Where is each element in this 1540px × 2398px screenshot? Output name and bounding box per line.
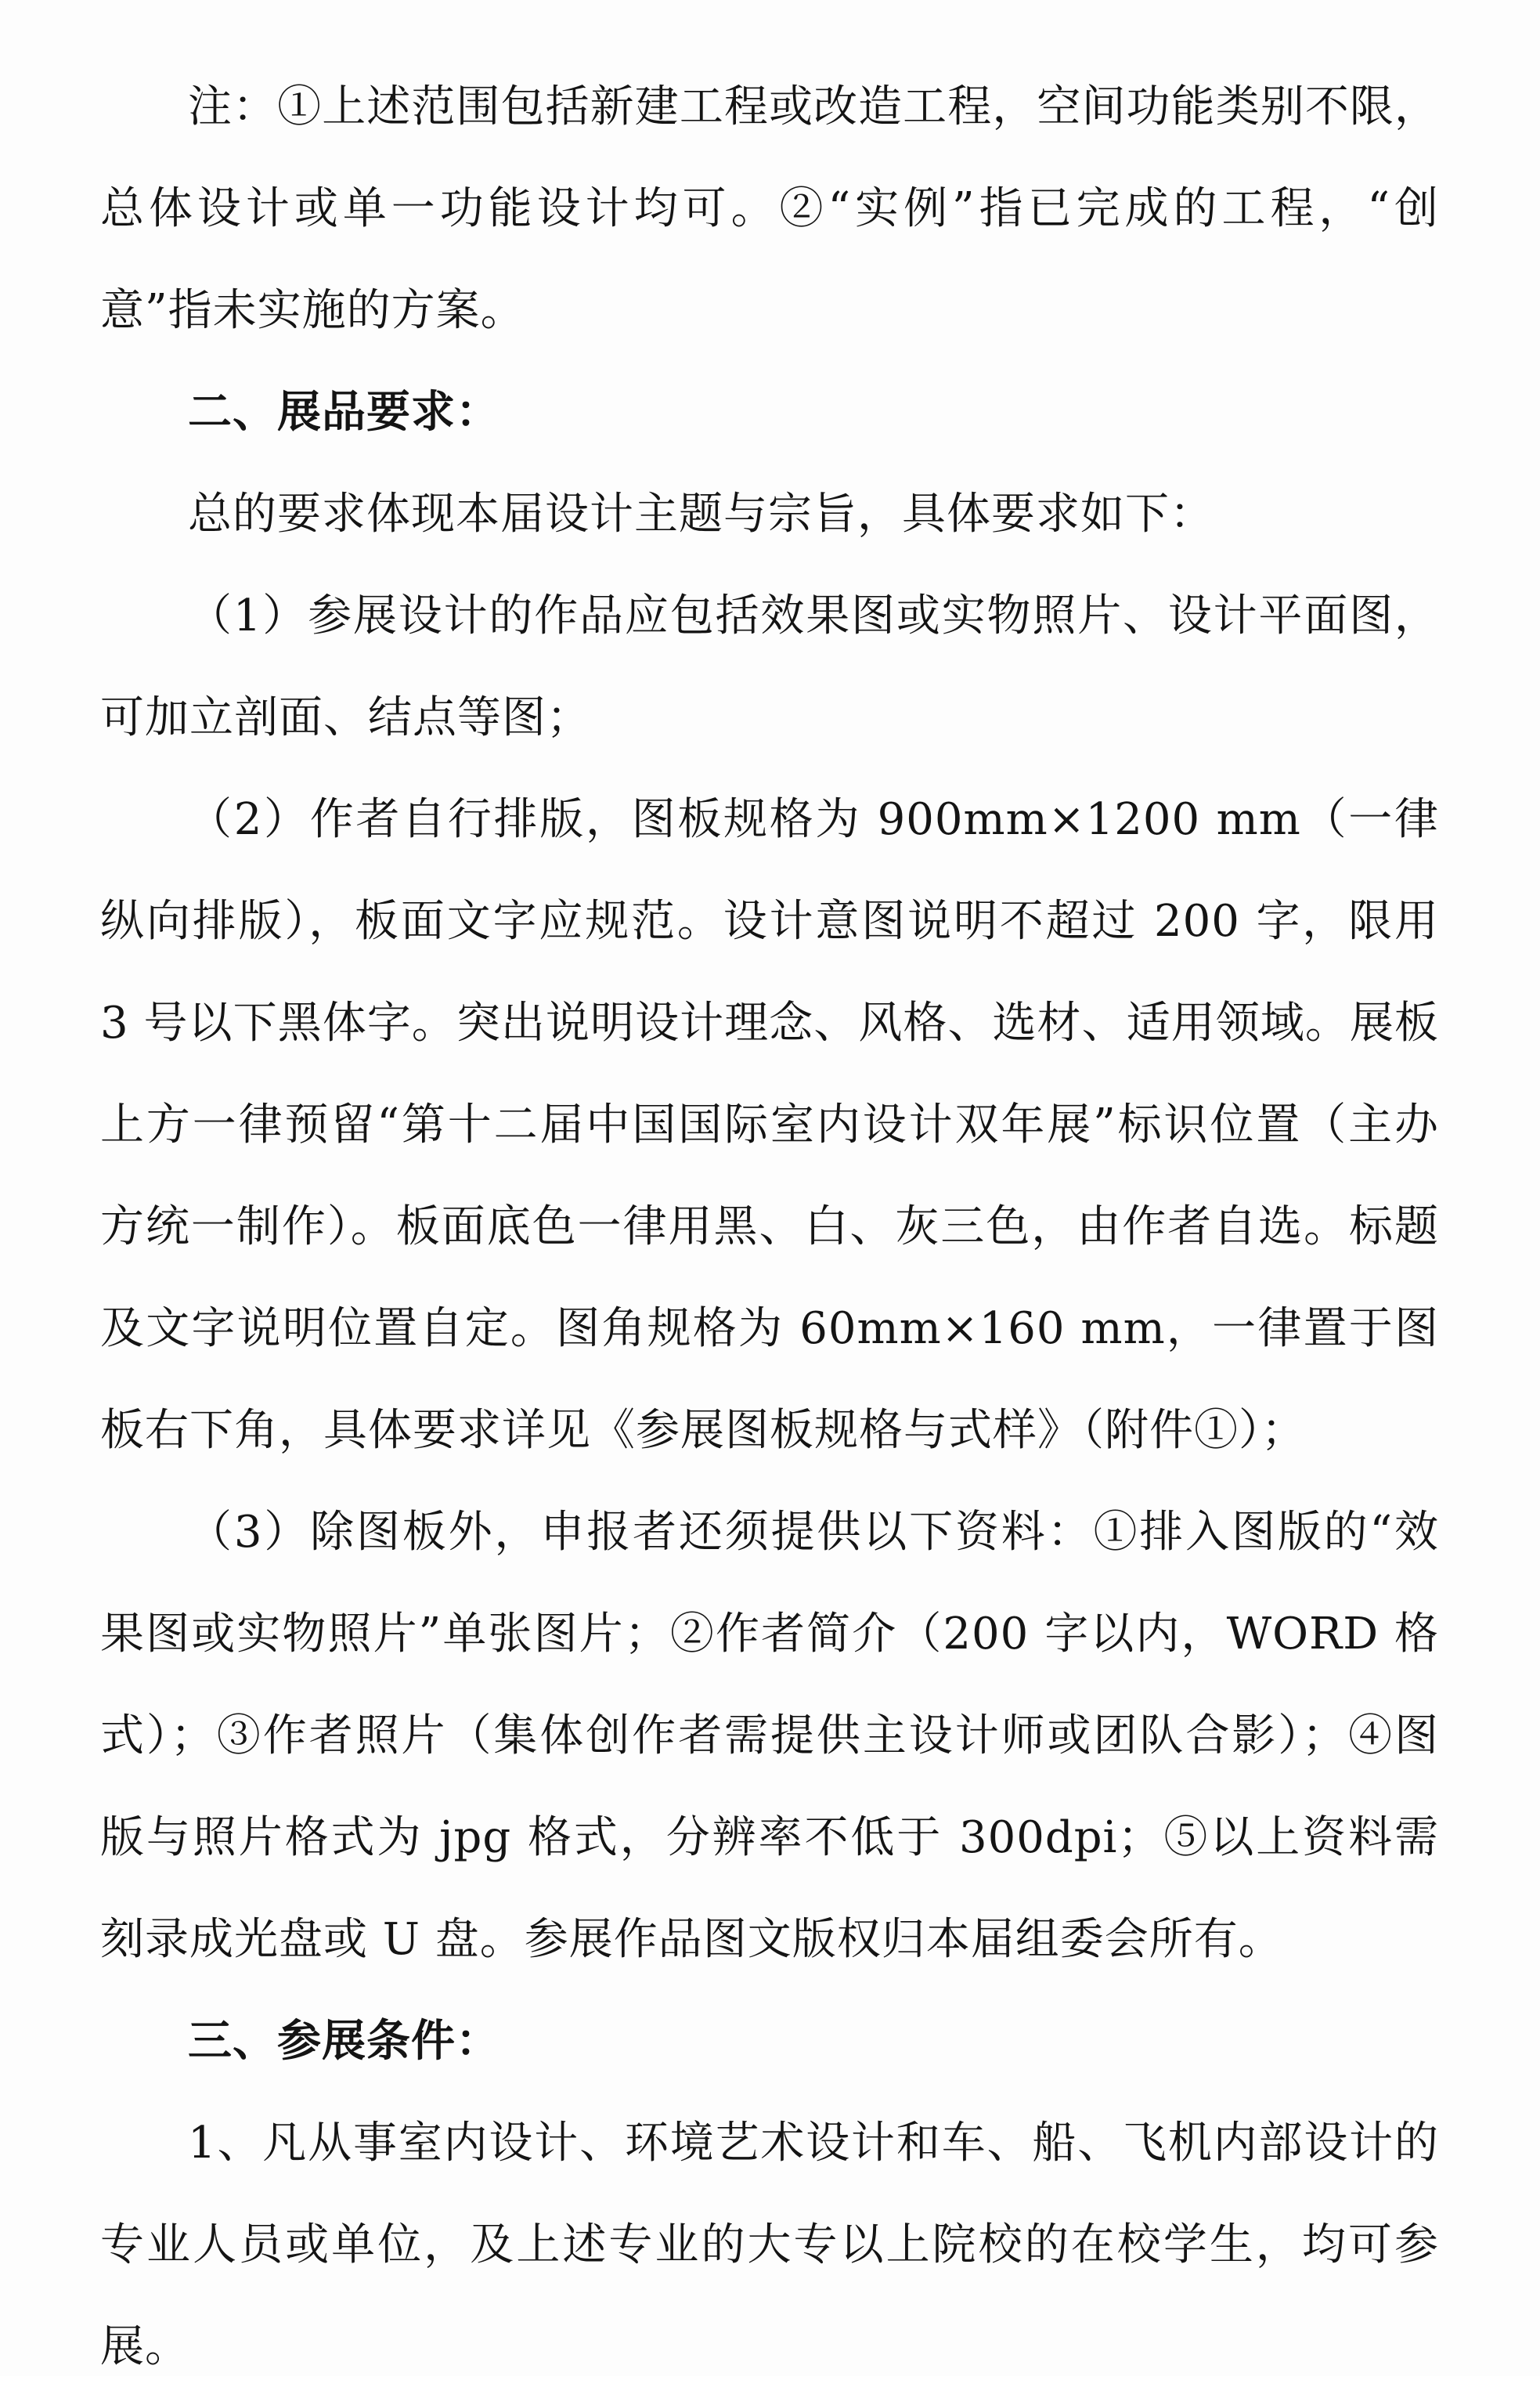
section-3-item-1: 1、凡从事室内设计、环境艺术设计和车、船、飞机内部设计的专业人员或单位，及上述专业的大专以上院校的在校学生，均可参展。 bbox=[100, 2118, 1439, 2372]
section-3-heading: 三、参展条件： bbox=[188, 2016, 500, 2067]
document-body bbox=[100, 56, 1439, 2398]
section-2-item-3: （3）除图板外，申报者还须提供以下资料：①排入图版的“效果图或实物照片”单张图片；②作者简介（200 字以内，WORD 格式）；③作者照片（集体创作者需提供主设计师或团队合影）；④图版与照片格式为 jpg 格式，分辨率不低于 300dpi；⑤以上资料需刻录成光盘或 U 盘。参展作品图文版权归本届组委会所有。 bbox=[100, 1507, 1439, 1965]
section-2-item-2: （2）作者自行排版，图板规格为 900mm×1200 mm（一律纵向排版），板面文字应规范。设计意图说明不超过 200 字，限用 3 号以下黑体字。突出说明设计理念、风格、选材、适用领域。展板上方一律预留“第十二届中国国际室内设计双年展”标识位置（主办方统一制作）。板面底色一律用黑、白、灰三色，由作者自选。标题及文字说明位置自定。图角规格为 60mm×160 mm，一律置于图板右下角，具体要求详见《参展图板规格与式样》（附件①）； bbox=[100, 794, 1439, 1456]
section-2-item-1: （1）参展设计的作品应包括效果图或实物照片、设计平面图，可加立剖面、结点等图； bbox=[100, 590, 1439, 743]
section-2-heading: 二、展品要求： bbox=[188, 387, 500, 438]
note-paragraph: 注：①上述范围包括新建工程或改造工程，空间功能类别不限，总体设计或单一功能设计均可。②“实例”指已完成的工程，“创意”指未实施的方案。 bbox=[100, 81, 1439, 336]
section-2-intro: 总的要求体现本届设计主题与宗旨，具体要求如下： bbox=[188, 489, 1214, 540]
